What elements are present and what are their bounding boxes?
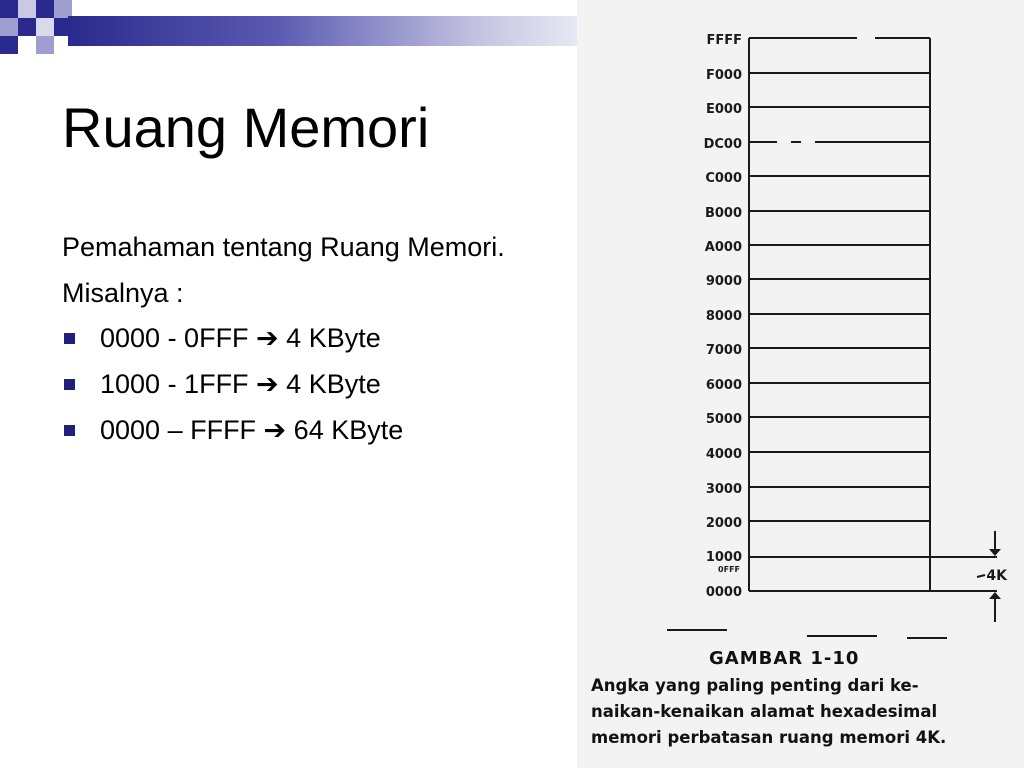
square-bullet-icon xyxy=(64,333,75,344)
address-label: F000 xyxy=(705,68,742,83)
figure-caption-line: memori perbatasan ruang memori 4K. xyxy=(591,728,947,747)
figure-caption-line: Angka yang paling penting dari ke- xyxy=(591,676,919,695)
address-label: 4000 xyxy=(705,447,742,462)
address-label: 7000 xyxy=(705,343,742,358)
example-label: Misalnya : xyxy=(62,277,184,308)
slide-title: Ruang Memori xyxy=(62,96,430,159)
memory-map-diagram xyxy=(577,0,1024,640)
address-label: 0FFF xyxy=(718,565,740,574)
decorative-header-pattern xyxy=(0,0,600,64)
scanned-memory-map-figure xyxy=(577,0,1024,768)
bullet-text: 1000 - 1FFF ➔ 4 KByte xyxy=(100,368,381,399)
address-label: 8000 xyxy=(705,309,742,324)
figure-caption-line: naikan-kenaikan alamat hexadesimal xyxy=(591,702,938,721)
address-label: 5000 xyxy=(705,412,742,427)
address-label: 0000 xyxy=(705,585,742,600)
address-label: 1000 xyxy=(705,550,742,565)
address-label: 3000 xyxy=(705,482,742,497)
address-label: E000 xyxy=(705,102,742,117)
address-label: 2000 xyxy=(705,516,742,531)
address-label: 9000 xyxy=(705,274,742,289)
address-label: A000 xyxy=(704,240,742,255)
square-bullet-icon xyxy=(64,425,75,436)
bullet-item xyxy=(62,321,532,357)
intro-text: Pemahaman tentang Ruang Memori. xyxy=(62,232,505,262)
square-bullet-icon xyxy=(64,379,75,390)
block-size-label: 4K xyxy=(986,568,1007,584)
address-label: B000 xyxy=(704,206,742,221)
bullet-text: 0000 - 0FFF ➔ 4 KByte xyxy=(100,323,381,354)
address-label: DC00 xyxy=(703,137,742,152)
address-label: FFFF xyxy=(706,33,742,48)
figure-caption-title: GAMBAR 1-10 xyxy=(709,648,860,669)
address-label: C000 xyxy=(705,171,742,186)
bullet-item xyxy=(62,413,532,449)
slide-body xyxy=(62,230,532,458)
bullet-item xyxy=(62,367,532,403)
address-label: 6000 xyxy=(705,378,742,393)
bullet-text: 0000 – FFFF ➔ 64 KByte xyxy=(100,414,404,445)
